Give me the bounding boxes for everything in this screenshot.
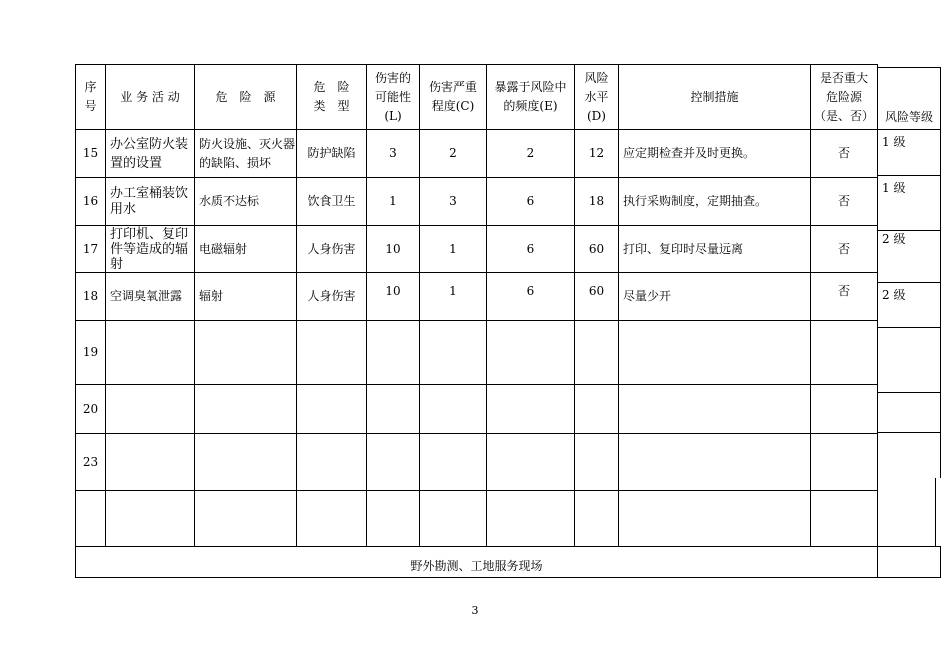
row-border xyxy=(75,546,941,547)
row16-hazard-type: 饮食卫生 xyxy=(307,194,356,208)
row17-D: 60 xyxy=(588,241,605,256)
header-risk-level: 风险 水平 (D) xyxy=(584,70,609,123)
row15-seq: 15 xyxy=(82,146,99,160)
header-hazard-source: 危 险 源 xyxy=(215,89,276,104)
row17-activity: 打印机、复印件等造成的辐射 xyxy=(110,226,189,272)
header-likelihood: 伤害的 可能性 (L) xyxy=(374,70,411,123)
row17-hazard-source: 电磁辐射 xyxy=(199,241,248,256)
table-right-border xyxy=(940,546,941,578)
row15-D: 12 xyxy=(588,146,605,160)
row16-seq: 16 xyxy=(82,194,99,208)
row23-seq: 23 xyxy=(82,454,99,469)
row18-hazard-type: 人身伤害 xyxy=(307,289,356,303)
grade-top-border xyxy=(877,67,941,68)
table-bottom-border xyxy=(75,577,941,578)
row-border xyxy=(75,433,877,434)
grade-right-border xyxy=(935,478,936,546)
row18-D: 60 xyxy=(588,284,605,298)
row15-E: 2 xyxy=(526,146,535,160)
row18-C: 1 xyxy=(449,284,457,298)
row15-hazard-source: 防火设施、灭火器的缺陷、损坏 xyxy=(199,136,296,170)
row-border xyxy=(75,320,877,321)
row15-L: 3 xyxy=(389,146,397,160)
header-exposure: 暴露于风险中 的频度(E) xyxy=(494,80,567,113)
row18-L: 10 xyxy=(385,284,401,298)
row15-major: 否 xyxy=(837,146,850,160)
header-severity: 伤害严重 程度(C) xyxy=(428,80,477,113)
header-seq: 序 号 xyxy=(84,80,97,113)
row16-hazard-source: 水质不达标 xyxy=(199,194,260,208)
row17-control: 打印、复印时尽量远离 xyxy=(623,241,744,256)
row16-L: 1 xyxy=(389,194,397,208)
row17-E: 6 xyxy=(526,241,535,256)
header-activity: 业 务 活 动 xyxy=(120,89,180,104)
row17-C: 1 xyxy=(449,241,457,256)
row15-activity: 办公室防火装置的设置 xyxy=(110,136,189,171)
header-control: 控制措施 xyxy=(690,89,739,104)
row16-D: 18 xyxy=(588,194,605,208)
header-major: 是否重大 危险源 （是、否） xyxy=(813,70,874,123)
row18-activity: 空调臭氧泄露 xyxy=(110,289,183,303)
row17-seq: 17 xyxy=(82,241,99,256)
row17-grade: 2 级 xyxy=(882,232,906,246)
row16-C: 3 xyxy=(449,194,457,208)
row18-hazard-source: 辐射 xyxy=(199,289,224,303)
header-grade: 风险等级 xyxy=(884,109,933,124)
row18-E: 6 xyxy=(526,284,535,298)
row17-major: 否 xyxy=(837,241,850,256)
row18-major: 否 xyxy=(837,284,850,298)
row16-control: 执行采购制度，定期抽查。 xyxy=(623,194,768,208)
grade-row-border xyxy=(877,392,941,393)
grade-row-border xyxy=(877,432,941,433)
row-blank-seq xyxy=(76,491,105,546)
row17-hazard-type: 人身伤害 xyxy=(307,241,356,256)
row15-hazard-type: 防护缺陷 xyxy=(307,146,356,160)
row18-grade: 2 级 xyxy=(882,287,906,302)
row-border xyxy=(75,384,877,385)
row20-seq: 20 xyxy=(82,401,99,416)
row15-control: 应定期检查并及时更换。 xyxy=(623,146,756,160)
row15-grade: 1 级 xyxy=(882,135,906,149)
page-number: 3 xyxy=(471,604,479,617)
header-hazard-type: 危 险 类 型 xyxy=(313,80,350,113)
row-border xyxy=(75,490,877,491)
grade-right-border xyxy=(940,67,941,478)
section-title: 野外勘测、工地服务现场 xyxy=(410,558,543,573)
row16-activity: 办工室桶装饮用水 xyxy=(110,185,189,217)
row17-L: 10 xyxy=(385,241,401,256)
grade-row-border xyxy=(877,327,941,328)
row16-E: 6 xyxy=(526,194,535,208)
row18-seq: 18 xyxy=(82,289,99,303)
row16-grade: 1 级 xyxy=(882,181,906,195)
row18-control: 尽量少开 xyxy=(623,289,672,303)
row19-seq: 19 xyxy=(82,345,99,359)
row16-major: 否 xyxy=(837,194,850,208)
row15-C: 2 xyxy=(449,146,457,160)
